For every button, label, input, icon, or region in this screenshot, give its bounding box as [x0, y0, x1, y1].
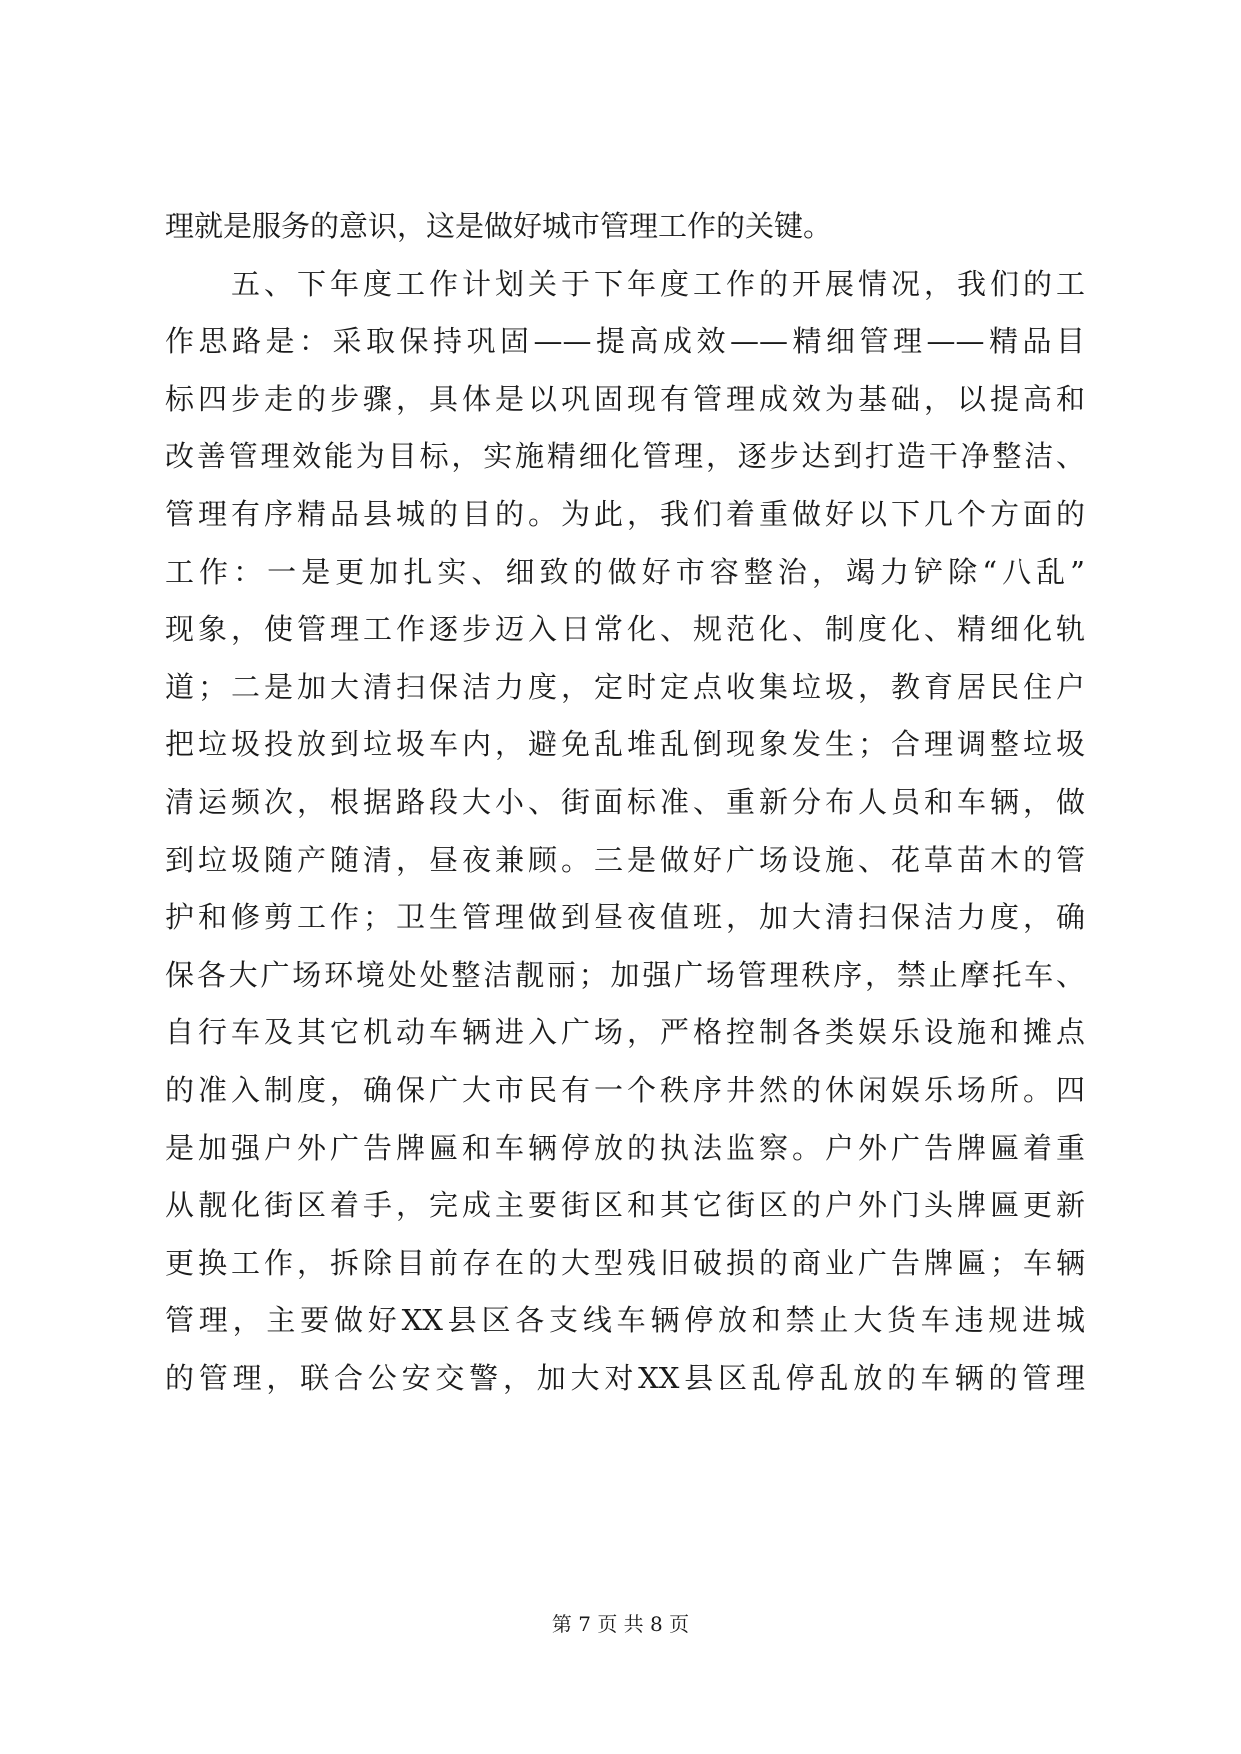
- text-line-20: 管理，主要做好XX县区各支线车辆停放和禁止大货车违规进城: [165, 1303, 1085, 1338]
- text-line-8: 现象，使管理工作逐步迈入日常化、规范化、制度化、精细化轨: [165, 612, 1085, 647]
- text-line-12: 到垃圾随产随清，昼夜兼顾。三是做好广场设施、花草苗木的管: [165, 842, 1085, 877]
- text-line-5: 改善管理效能为目标，实施精细化管理，逐步达到打造干净整洁、: [165, 439, 1085, 474]
- text-line-17: 是加强户外广告牌匾和车辆停放的执法监察。户外广告牌匾着重: [165, 1130, 1085, 1165]
- text-line-9: 道；二是加大清扫保洁力度，定时定点收集垃圾，教育居民住户: [165, 669, 1085, 704]
- text-line-14: 保各大广场环境处处整洁靓丽；加强广场管理秩序，禁止摩托车、: [165, 957, 1085, 992]
- text-line-7: 工作：一是更加扎实、细致的做好市容整治，竭力铲除“八乱”: [165, 554, 1085, 589]
- body-text: [165, 198, 1085, 1407]
- text-line-15: 自行车及其它机动车辆进入广场，严格控制各类娱乐设施和摊点: [165, 1015, 1085, 1050]
- text-line-16: 的准入制度，确保广大市民有一个秩序井然的休闲娱乐场所。四: [165, 1072, 1085, 1107]
- text-line-10: 把垃圾投放到垃圾车内，避免乱堆乱倒现象发生；合理调整垃圾: [165, 727, 1085, 762]
- text-line-2: 五、下年度工作计划关于下年度工作的开展情况，我们的工: [165, 266, 1085, 301]
- page-number-footer: 第 7 页 共 8 页: [551, 1612, 690, 1636]
- text-line-1: 理就是服务的意识，这是做好城市管理工作的关键。: [165, 209, 833, 243]
- text-line-21: 的管理，联合公安交警，加大对XX县区乱停乱放的车辆的管理: [165, 1360, 1085, 1395]
- text-line-6: 管理有序精品县城的目的。为此，我们着重做好以下几个方面的: [165, 496, 1085, 531]
- text-line-19: 更换工作，拆除目前存在的大型残旧破损的商业广告牌匾；车辆: [165, 1245, 1085, 1280]
- text-line-3: 作思路是：采取保持巩固——提高成效——精细管理——精品目: [165, 324, 1085, 359]
- text-line-11: 清运频次，根据路段大小、街面标准、重新分布人员和车辆，做: [165, 784, 1085, 819]
- text-line-4: 标四步走的步骤，具体是以巩固现有管理成效为基础，以提高和: [165, 381, 1085, 416]
- text-line-13: 护和修剪工作；卫生管理做到昼夜值班，加大清扫保洁力度，确: [165, 900, 1085, 935]
- text-line-18: 从靓化街区着手，完成主要街区和其它街区的户外门头牌匾更新: [165, 1188, 1085, 1223]
